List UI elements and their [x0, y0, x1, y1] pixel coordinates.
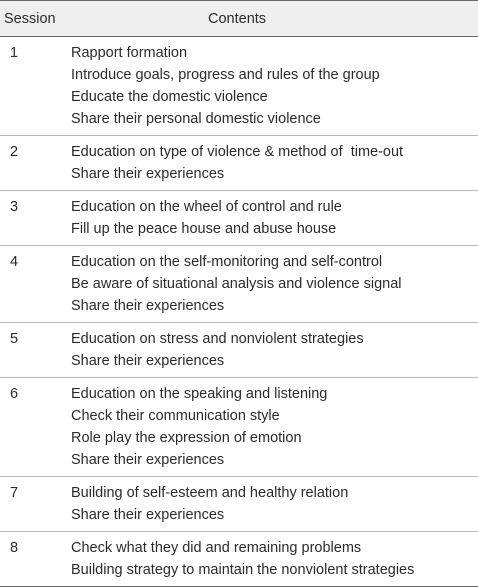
session-contents	[70, 323, 478, 378]
content-line: Be aware of situational analysis and violence signal	[71, 276, 402, 292]
content-line: Share their experiences	[71, 298, 225, 314]
session-contents	[70, 477, 478, 532]
content-line: Share their experiences	[71, 166, 225, 182]
session-contents	[70, 378, 478, 477]
session-number: 5	[0, 323, 70, 378]
session-number: 1	[0, 37, 70, 136]
table-row	[0, 323, 478, 378]
content-line: Building strategy to maintain the nonviolent strategies	[71, 562, 415, 578]
content-line: Education on the speaking and listening	[71, 386, 328, 402]
table-body	[0, 37, 478, 587]
content-line: Check their communication style	[71, 408, 280, 424]
content-line: Role play the expression of emotion	[71, 430, 302, 446]
table-row	[0, 378, 478, 477]
content-line: Introduce goals, progress and rules of the group	[71, 67, 380, 83]
content-line: Share their experiences	[71, 452, 225, 468]
table-row	[0, 191, 478, 246]
content-line: Share their experiences	[71, 353, 225, 369]
content-line: Fill up the peace house and abuse house	[71, 221, 337, 237]
content-line: Share their personal domestic violence	[71, 111, 321, 127]
session-contents	[70, 37, 478, 136]
header-row	[0, 1, 478, 37]
table-row	[0, 246, 478, 323]
session-contents	[70, 191, 478, 246]
table-row	[0, 136, 478, 191]
header-session: Session	[0, 1, 70, 37]
table-header	[0, 1, 478, 37]
session-number: 2	[0, 136, 70, 191]
session-number: 4	[0, 246, 70, 323]
table-row	[0, 477, 478, 532]
session-contents	[70, 532, 478, 587]
content-line: Education on the wheel of control and rule	[71, 199, 342, 215]
session-number: 6	[0, 378, 70, 477]
session-number: 8	[0, 532, 70, 587]
content-line: Building of self-esteem and healthy relation	[71, 485, 349, 501]
table-row	[0, 37, 478, 136]
session-number: 7	[0, 477, 70, 532]
session-contents	[70, 246, 478, 323]
header-contents: Contents	[70, 1, 478, 37]
content-line: Educate the domestic violence	[71, 89, 268, 105]
session-contents	[70, 136, 478, 191]
session-number: 3	[0, 191, 70, 246]
content-line: Rapport formation	[71, 45, 188, 61]
content-line: Education on the self-monitoring and self-control	[71, 254, 383, 270]
content-line: Share their experiences	[71, 507, 225, 523]
table-row	[0, 532, 478, 587]
content-line: Education on type of violence & method of time-out	[71, 144, 404, 160]
content-line: Education on stress and nonviolent strategies	[71, 331, 364, 347]
content-line: Check what they did and remaining problems	[71, 540, 362, 556]
